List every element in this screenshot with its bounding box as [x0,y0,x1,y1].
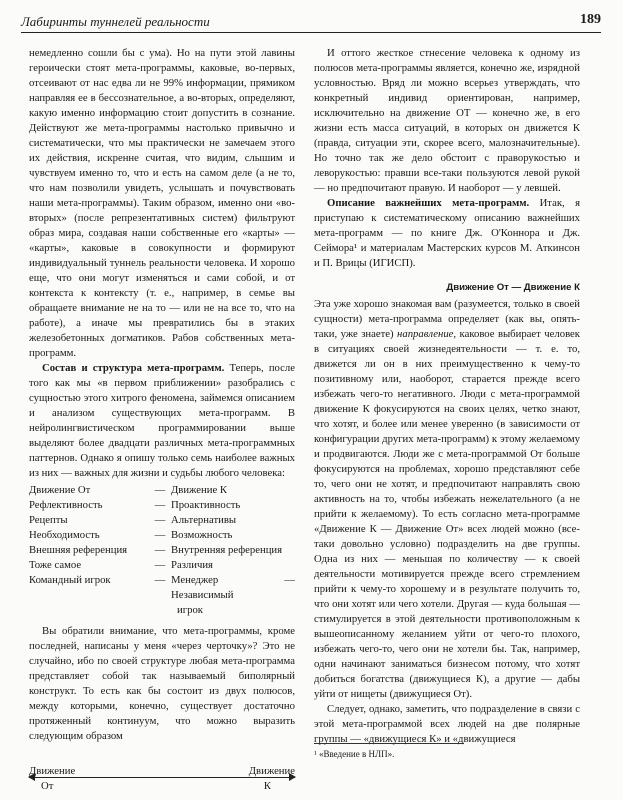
footnote-rule [314,743,464,744]
pole-label-left-sub: От [41,780,54,792]
pole-left: Необходимость [29,529,100,541]
list-item [29,528,295,543]
paragraph: И оттого жесткое стнесение человека к одному из полюсов мета-программы является, конечно же, изрядной условностью. Вряд ли можно всерьез утверждать, что конкретный индивид ориентирован, например, исключительно на движение ОТ — конечно же, в его жизни есть масса ситуаций, в которых он движется К (правда, ситуации эти, скорее всего, малозначительные). Но точно так же дело обстоит с праворукостью и леворукостью: правши все-таки пользуются левой рукой — но предпочитают правую. И наоборот — у левшей. [314,47,580,194]
pole-right: Проактивность [171,499,241,511]
pole-left: Командный игрок [29,574,111,586]
paragraph: Вы обратили внимание, что мета-программы, кроме последней, написаны у меня «через черточку»? Это не случайно, ибо по своей структуре любая мета-программа представляет собой так называемый биполярный конструкт. То есть как бы состоит из двух полюсов, между которыми, конечно, существует достаточно протяженный континуум, что можно выразить следующим образом [29,625,295,742]
bipolar-continuum-diagram [29,764,295,800]
arrow-right-icon [289,773,296,781]
pole-right: Возможность [171,529,233,541]
left-column [29,46,295,800]
dash: — [154,499,166,511]
paragraph [29,361,295,481]
paragraph-text: Теперь, после того как мы «в первом приближении» разобрались с сущностью этого хитрого феномена, займемся описанием и анализом существующих мета-программ. В нейролингвистическом программировании выше выделяют более двадцати различных мета-программных паттернов. Однако я опишу только семь наиболее важных из них — важных для жизни и судьбы любого человека: [29,362,295,479]
paragraph [314,297,580,702]
paragraph-text: каковое выбирает человек в ситуациях своей жизнедеятельности — т. е. то, движется ли он в них преимущественно к чему-то позитивному или, наоборот, старается прежде всего избежать чего-то негативного. Люди с мета-программой движение К фокусируются на своих целях, четко знают, что хотят, и более или менее уверенно (в зависимости от конфигурации других мета-программ) к этому желаемому и продвигаются. Люди же с мета-программой От больше фокусируются на проблемах, хорошо представляют себе то, чего они не хотят, и предпочитают направлять свою активность на то, чтобы избежать нежелательного (а не прийти к желаемому). То есть согласно мета-программе «Движение К — Движение От» всех людей можно (все-таки довольно условно) подразделить на две группы. Одна из них — меньшая по количеству — к своей деятельности мотивируется прежде всего стремлением прийти к чему-то хорошему и в результате получить то, что они хотят или чего хотели. Другая — куда большая — стимулируется в этой деятельности противоположным к вышеописанному желанием уйти от чего-то плохого, избежать чего-то, чего они не хотели бы. Так, например, одни начинают заниматься бизнесом потому, что хотят добиться богатства (движущиеся К), а другие — дабы уйти от нищеты (движущиеся От). [314,328,580,700]
header-rule [21,32,601,33]
page-number: 189 [580,12,601,27]
pole-label-right-sub: К [263,780,271,792]
paragraph: Следует, однако, заметить, что подразделение в связи с этой мета-программой всех людей на две полярные группы — «движущиеся К» и «движущиеся [314,703,580,745]
metaprogram-list [29,483,295,618]
pole-label-right: Движение [248,765,295,777]
continuum-line [29,777,295,778]
pole-left: Рефлективность [29,499,103,511]
paragraph [314,196,580,271]
list-item [29,483,295,498]
pole-right: игрок [177,604,203,616]
right-column [314,46,580,747]
pole-label-left: Движение [29,765,76,777]
section-title: Движение От — Движение К [446,282,580,293]
paragraph: немедленно сошли бы с ума). Но на пути этой лавины героически стоят мета-программы, каковые, во-первых, отсеивают от нас едва ли не 99% информации, прямиком направляя ее в бессознательное, а во-вторых, определяют, какую именно информацию стоит допустить в сознание. Действуют же мета-программы настолько привычно и систематически, что мы практически не замечаем этого их действия, искренне считая, что видим, слышим и чувствуем именно то, что и есть на самом деле (а не то, что нам позволили увидеть, услышать и почувствовать наши мета-программы). Таким образом, именно они «во-вторых» (после репрезентативных систем) фильтруют образ мира, создавая наши собственные его «карты» — «карты», каковые в совокупности и формируют индивидуальный туннель реальности человека. И хорошо еще, что они могут изменяться и сами собой, и от контекста к контексту (т. е., например, в семье вы обращаете внимание не на то — или не на все то, что на работе), а иначе мы превратились бы в этаких железобетонных догматиков. Рабов собственных мета-программ. [29,47,295,359]
paragraph-text: Итак, я приступаю к систематическому описанию важнейших мета-программ — по книге Дж. О'Коннора и Дж. Сеймора¹ и материалам Мастерских курсов М. Аткинсон и П. Врицы (ИГИСП). [314,197,580,269]
pole-right: Менеджер — Независимый [171,574,295,601]
pole-left: Внешняя референция [29,544,128,556]
pole-right: Альтернативы [171,514,237,526]
dash: — [154,514,166,526]
running-title: Лабиринты туннелей реальности [21,14,210,29]
dash: — [154,529,166,541]
arrow-left-icon [28,773,35,781]
dash: — [154,574,166,586]
list-item-continuation [29,603,295,618]
dash: — [154,544,166,556]
list-item [29,513,295,528]
dash: — [154,559,166,571]
paragraph-heading: Описание важнейших мета-программ. [327,197,530,209]
list-item [29,498,295,513]
pole-left: Движение От [29,484,91,496]
footnote: ¹ «Введение в НЛП». [314,749,395,759]
list-item [29,558,295,573]
list-item [29,543,295,558]
list-item [29,573,295,603]
pole-left: Тоже самое [29,559,82,571]
pole-right: Внутренняя референция [171,544,283,556]
pole-right: Различия [171,559,213,571]
paragraph-text: Эта уже хорошо знакомая вам (разумеется, только в своей сущности) мета-программа определяет (как вы, опять-таки, уже знаете) [314,298,580,340]
pole-left: Рецепты [29,514,68,526]
emphasis: направление, [397,328,457,340]
dash: — [154,484,166,496]
paragraph-heading: Состав и структура мета-программ. [42,362,225,374]
pole-right: Движение К [171,484,228,496]
running-header [21,6,601,36]
